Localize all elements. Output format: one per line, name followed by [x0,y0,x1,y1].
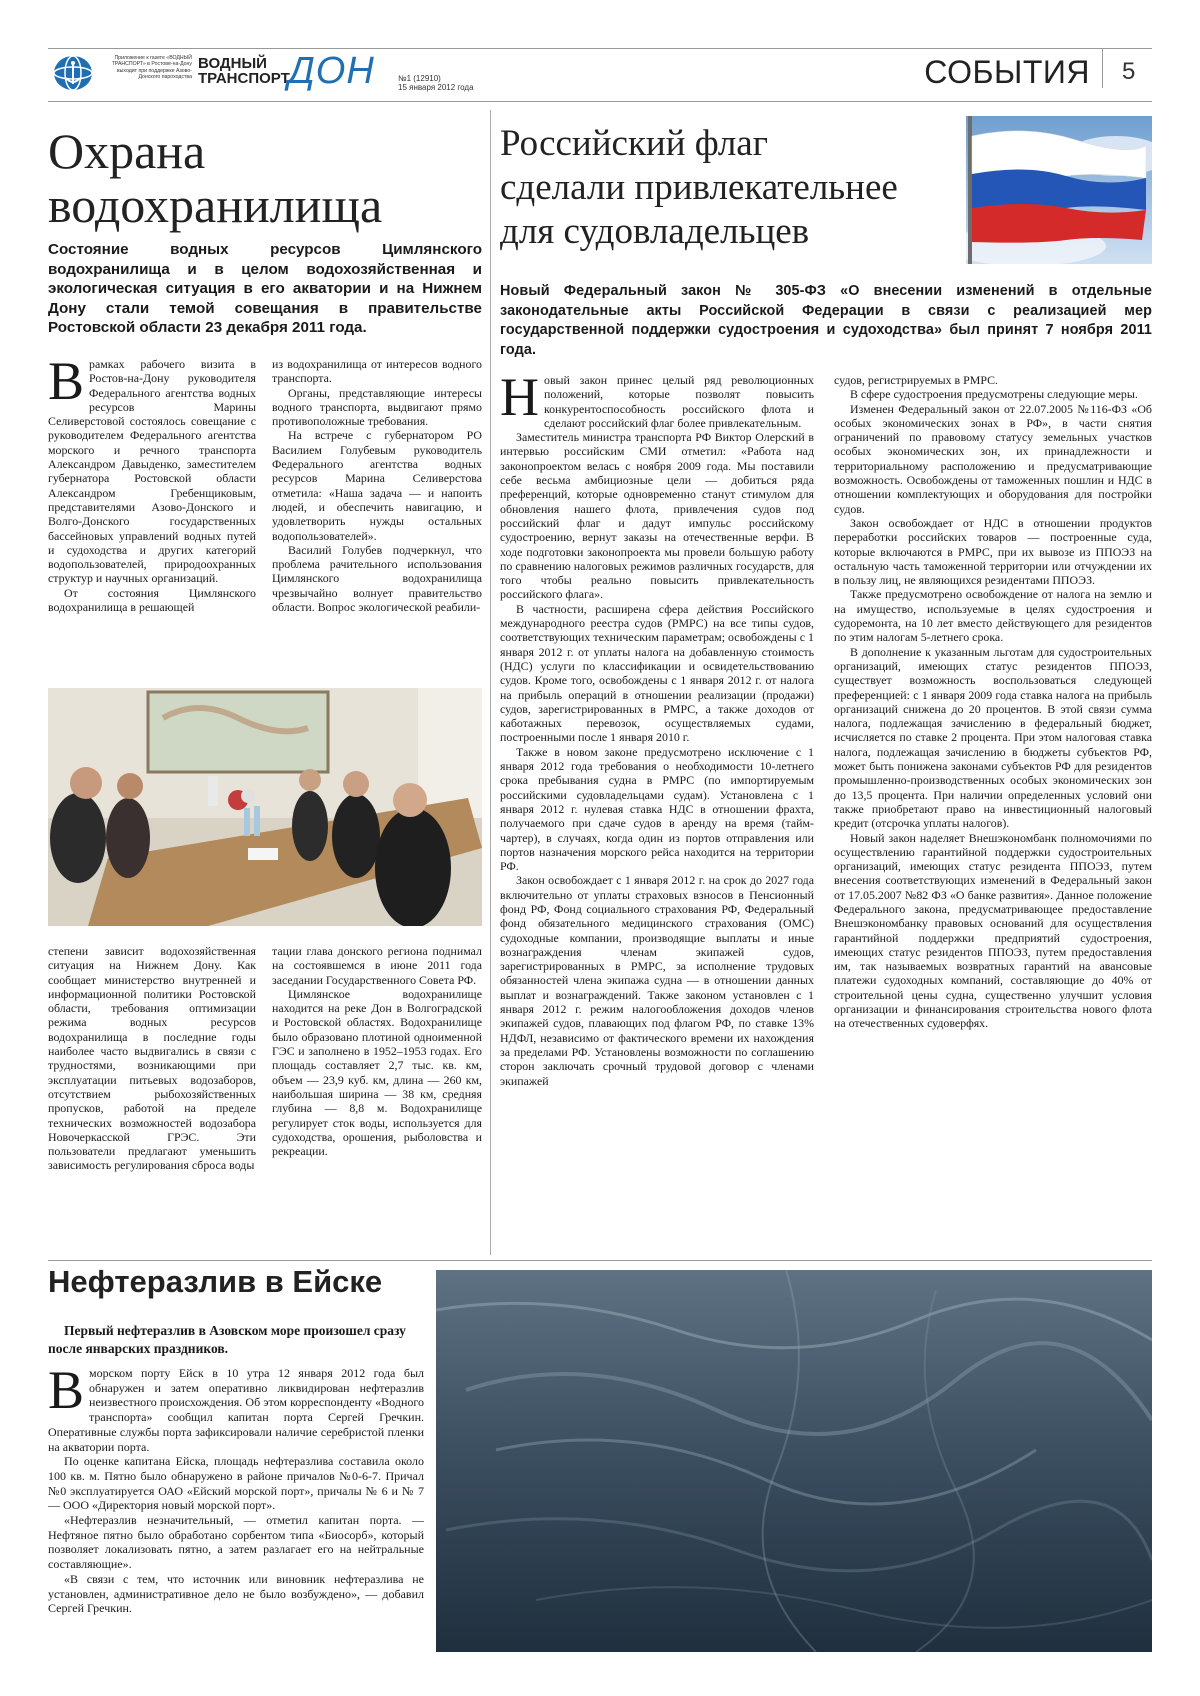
headline-line: Охрана [48,123,206,179]
paragraph: «В связи с тем, что источник или виновник нефтеразлива не установлен, административное дело не было возбуждено», — добавил Сергей Гречкин. [48,1571,424,1616]
paragraph-text: рамках рабочего визита в Ростов-на-Дону руководителя Федерального агентства водных ресурсов Марины Селиверстовой состоялось совещание с руководителем Федерального агентства морского и речного транспорта Александром Давыденко, заместителем губернатора Ростовской области Александром Гребенщиковым, представителями Азово-Донского и Волго-Донского государственных бассейновых управлений водных путей и судоходства и других категорий водопользователей, природоохранных структур и научных организаций. [48,357,256,586]
paragraph: «Нефтеразлив незначительный, — отметил капитан порта. — Нефтяное пятно было обработано сорбентом типа «Биосорб», который позволяет локализовать пятно, а затем разлагает его на нейтральные составляющие». [48,1513,424,1572]
article-column [272,357,482,679]
article-headline [500,122,960,254]
header-divider [1102,48,1103,88]
paragraph: Изменен Федеральный закон от 22.07.2005 №116-ФЗ «Об особых экономических зонах в РФ», в части снятия ограничений по правовому статусу земельных участков особых экономических зон, их принадлежности и территориальному расположению и предусматривающие возможность. Освобождены от таможенных пошлин и НДС в отношении комплектующих и оборудования для постройки судов. [834,401,1152,516]
paragraph: В частности, расширена сфера действия Российского международного реестра судов (РМРС) на все типы судов, соответствующих техническим параметрам; освобождены с 1 января 2012 г. от уплаты налога на добавленную стоимость (НДС) услуги по классификации и освидетельствованию судов. Кроме того, освобождены с 1 января 2012 г. от налога на прибыль операций в отношении реализации (продажи) судов, зарегистрированных в РМРС, а также доходов от каботажных перевозок, осуществляемых судами, построенными после 1 января 2010 г. [500,601,814,745]
article-column [834,373,1152,1239]
article-column [500,373,814,1239]
drop-cap: Н [500,373,539,427]
paragraph: В сфере судостроения предусмотрены следующие меры. [850,387,1138,402]
paragraph: От состояния Цимлянского водохранилища в решающей [48,585,256,615]
paragraph: Также предусмотрено освобождение от налога на землю и на имущество, используемые в целях судостроения и судоремонта, на 10 лет вместо действующего для резидентов по этим налогам 5-летнего срока. [834,587,1152,645]
paragraph: судов, регистрируемых в РМРС. [834,373,998,387]
oil-spill-sea-photo [436,1270,1152,1652]
article-headline [48,124,488,232]
masthead-line2: ТРАНСПОРТ [198,70,290,87]
paragraph-text: овый закон принес целый ряд революционных положений, которые позволят повысить конкурентоспособность российского флота и сделают российский флаг более привлекательным. [544,373,814,430]
article-lead: Состояние водных ресурсов Цимлянского водохранилища и в целом водохозяйственная и экологическая ситуация в его акватории и на Нижнем Дону стали темой совещания в правительстве Ростовской области 23 декабря 2011 года. [48,241,482,336]
headline-line: Российский флаг [500,123,768,164]
paragraph: Закон освобождает с 1 января 2012 г. на срок до 2027 года включительно от уплаты страховых взносов в Пенсионный фонд РФ, Фонд социального страхования РФ, Федеральный фонд обязательного медицинского страхования (ОМС) судоходные компании, производящие выплаты и иные вознаграждения членам экипажей судов, зарегистрированных в РМРС, за исполнение трудовых обязанностей члена экипажа судна — в отношении данных выплат и вознаграждений. Также законом установлен с 1 января 2012 г. режим налогообложения доходов членов экипажей судов, плавающих под флагом РФ, по ставке 13% НДФЛ, независимо от фактического времени их нахождения за пределами РФ. Установлены возможности по соглашению сторон заключать срочный трудовой договор с членами экипажей [500,873,814,1088]
paragraph [500,373,814,430]
masthead-line1: ВОДНЫЙ [198,55,267,72]
paragraph: Органы, представляющие интересы водного транспорта, выдвигают прямо противоположные требования. [272,385,482,429]
issue-number: №1 (12910) [398,74,441,83]
headline-line: для судовладельцев [500,211,810,252]
supplement-note: Приложение к газете «ВОДНЫЙ ТРАНСПОРТ» в Ростове-на-Дону выходит при поддержке Азово-Донского пароходства [111,55,192,81]
drop-cap: В [48,1366,85,1420]
paragraph-text: морском порту Ейск в 10 утра 12 января 2012 года был обнаружен и затем оперативно ликвидирован нефтеразлив неизвестного происхождения. Об этом корреспонденту «Водного транспорта» сообщил капитан порта Сергей Гречкин. Оперативные службы порта зафиксировали наличие серебристой пленки на акватории порта. [48,1366,424,1454]
issue-info [398,74,474,92]
headline-line: водохранилища [48,177,383,233]
paragraph: Цимлянское водохранилище находится на реке Дон в Волгоградской и Ростовской областях. Водохранилище было образовано плотиной одноименной ГЭС и заполнено в 1952–1953 годах. Его площадь составляет 2,7 тыс. кв. км, объем — 23,9 куб. км, длина — 260 км, наибольшая ширина — 38 км, средняя глубина — 8,8 м. Водохранилище регулирует сток воды, используется для судоходства, орошения, рыболовства и рекреации. [272,986,482,1159]
article-headline: Нефтеразлив в Ейске [48,1264,383,1299]
article-column [48,944,256,1244]
paragraph: из водохранилища от интересов водного транспорта. [272,357,482,386]
globe-anchor-logo-icon [52,54,94,92]
article-body [48,1366,424,1656]
paragraph: Новый закон наделяет Внешэкономбанк полномочиями по осуществлению гарантийной поддержки судостроительных организаций, имеющих статус резидента ППОЭЗ, путем внесения соответствующих изменений в Федеральный закон от 17.05.2007 №82 ФЗ «О банке развития». Данное положение Федерального закона, предусматривающее предоставление Внешэкономбанку правовых оснований для осуществления гарантийной поддержки предприятий судостроения, имеющих статус резидентов ППОЭЗ, путем предоставления им, так называемых возвратных гарантий на авансовые платежи судоходных компаний, составляющие до 40% от строительной цены судна, существенно улучшит условия организации и финансирования строительства нового флота на отечественных судоверфях. [834,830,1152,1031]
masthead-don: ДОН [288,50,375,92]
paragraph: На встрече с губернатором РО Василием Голубевым руководитель Федерального агентства водных ресурсов Марина Селиверстова отметила: «Наша задача — и напоить людей, и обеспечить навигацию, и удовлетворить нужды остальных водопользователей». [272,428,482,543]
paragraph: Заместитель министра транспорта РФ Виктор Олерский в интервью российским СМИ отметил: «Работа над законопроектом велась с ноября 2009 года. Мы поставили себе весьма амбициозные цели — добиться ряда преференций, которые одновременно станут стимулом для обновления нашего флота, привлечения судов под российский флаг и дадут импульс российскому судостроению, вернут заказы на отечественные верфи. В ходе подготовки законопроекта мы провели большую работу по сравнению налоговых режимов различных государств, для того чтобы реально повысить привлекательность российского флага». [500,430,814,602]
russian-flag-photo [966,116,1152,264]
headline-line: сделали привлекательнее [500,167,898,208]
article-column [272,944,482,1244]
paragraph: степени зависит водохозяйственная ситуация на Нижнем Дону. Как сообщает министерство внутренней и информационной политики Ростовской области, требования оптимизации режима водных ресурсов водохранилища в последние годы наиболее часто выдвигались в связи с трудностями, возникающими при эксплуатации питьевых водозаборов, отсутствием рыбохозяйственных пропусков, работой на пределе технических возможностей водозабора Новочеркасской ГРЭС. Эти пользователи предлагают уменьшить зависимость регулирования сброса воды [48,944,256,1173]
paragraph: По оценке капитана Ейска, площадь нефтеразлива составила около 100 кв. м. Пятно было обнаружено в районе причалов №0-6-7. Причал №0 эксплуатируется ОАО «Ейский морской порт», причалы № 6 и № 7 — ООО «Директория новый морской порт». [48,1454,424,1513]
article-lead: Первый нефтеразлив в Азовском море произошел сразу после январских праздников. [48,1323,406,1356]
meeting-photo [48,688,482,926]
paragraph: В дополнение к указанным льготам для судостроительных организаций, имеющих статус резидентов ППОЭЗ, существует возможность воспользоваться следующей преференцией: с 1 января 2009 года ставка налога на прибыль организаций снижена до 20 процентов. В этой связи сумма налога, подлежащая зачислению в федеральный бюджет, исчисляется по ставке 2 процента. При этом налоговая ставка налога, подлежащая зачислению в бюджеты субъектов РФ, может быть понижена законами субъектов РФ для резидентов промышленно-производственных особых экономических зон до 13,5 процента. При наличии определенных условий они также приобретают право на инвестиционный налоговый кредит (отсрочка уплаты налогов). [834,644,1152,831]
article-lead: Новый Федеральный закон № 305-ФЗ «О внесении изменений в отдельные законодательные акты Российской Федерации в связи с реализацией мер государственной поддержки судостроения и судоходства» был принят 7 ноября 2011 года. [500,283,1152,358]
section-divider [48,1260,1152,1261]
paragraph: тации глава донского региона поднимал на состоявшемся в июне 2011 года заседании Государственного Совета РФ. [272,944,482,987]
masthead-title [198,56,290,86]
paragraph: Закон освобождает от НДС в отношении продуктов переработки российских товаров — построенные суда, которые включаются в РМРС, при их вывозе из ППОЭЗ на остальную часть таможенной территории или отчуждении их в пользу лиц, не являющихся резидентами ППОЭЗ. [834,515,1152,588]
paragraph [48,1366,424,1454]
page-number: 5 [1122,58,1136,85]
paragraph: Также в новом законе предусмотрено исключение с 1 января 2012 года требования о необходимости 10-летнего срока пребывания судна в РМРС (по импортируемым российскими судовладельцами судам). Установлена с 1 января 2012 г. нулевая ставка НДС в отношении фрахта, получаемого при сдаче судов в аренду на время (тайм-чартер), в случаях, когда один из портов отправления или портов назначения морского рейса находится на территории РФ. [500,744,814,874]
drop-cap: В [48,357,85,411]
paragraph [48,357,256,586]
column-divider [490,110,491,1255]
article-column [48,357,256,679]
section-name: СОБЫТИЯ [924,54,1090,90]
issue-date: 15 января 2012 года [398,83,474,92]
paragraph: Василий Голубев подчеркнул, что проблема рачительного использования Цимлянского водохранилища чрезвычайно волнует правительство области. Вопрос экологической реабили- [272,542,482,615]
